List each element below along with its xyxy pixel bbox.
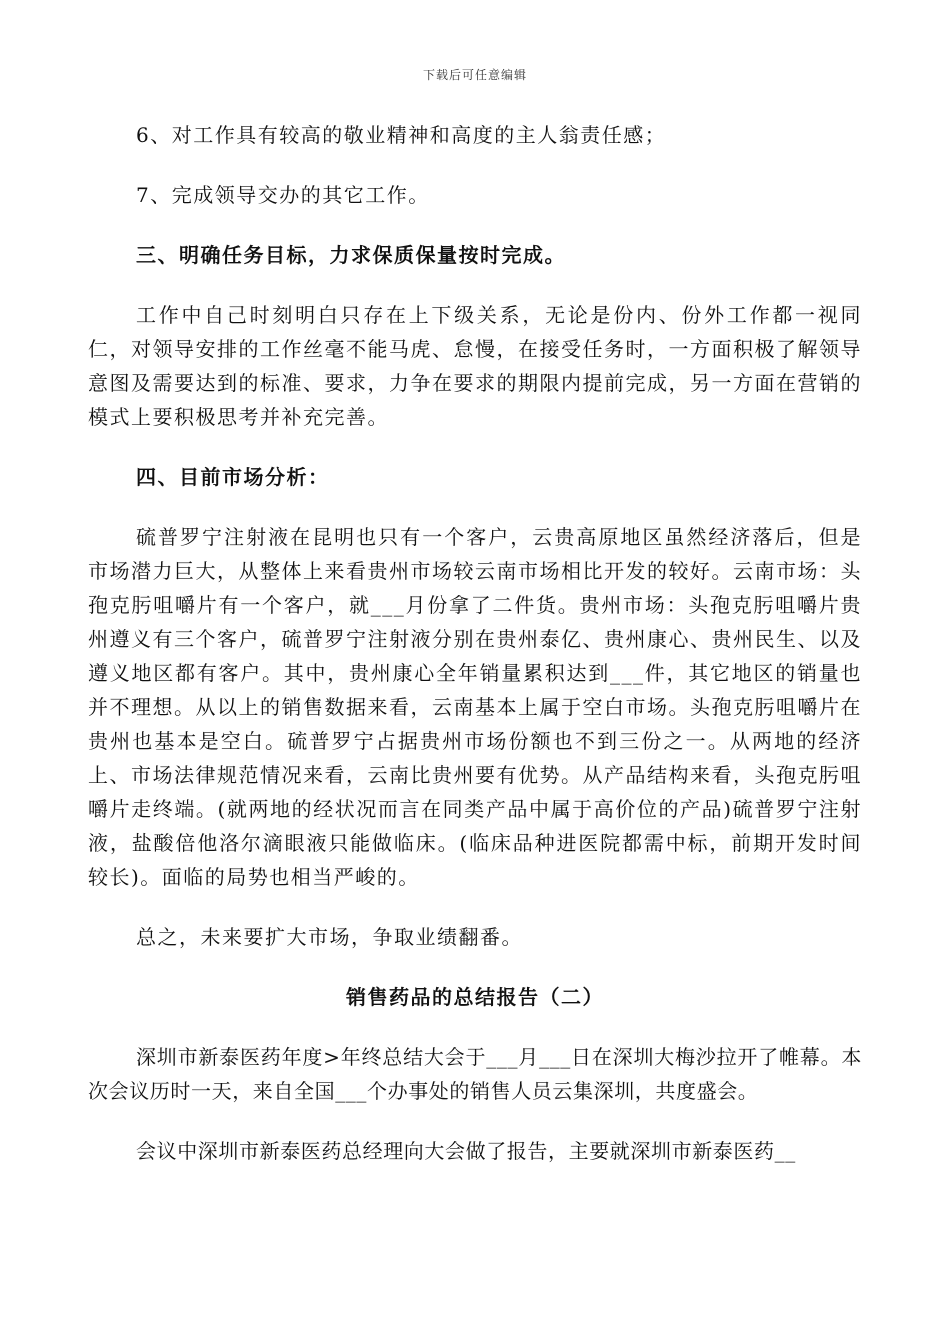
- paragraph-market-analysis: 硫普罗宁注射液在昆明也只有一个客户，云贵高原地区虽然经济落后，但是市场潜力巨大，从整体上来看贵州市场较云南市场相比开发的较好。云南市场：头孢克肟咀嚼片有一个客户，就___月份拿了二件货。贵州市场：头孢克肟咀嚼片贵州遵义有三个客户，硫普罗宁注射液分别在贵州泰亿、贵州康心、贵州民生、以及遵义地区都有客户。其中，贵州康心全年销量累积达到___件，其它地区的销量也并不理想。从以上的销售数据来看，云南基本上属于空白市场。头孢克肟咀嚼片在贵州也基本是空白。硫普罗宁占据贵州市场份额也不到三份之一。从两地的经济上、市场法律规范情况来看，云南比贵州要有优势。从产品结构来看，头孢克肟咀嚼片走终端。(就两地的经状况而言在同类产品中属于高价位的产品)硫普罗宁注射液，盐酸倍他洛尔滴眼液只能做临床。(临床品种进医院都需中标，前期开发时间较长)。面临的局势也相当严峻的。: [88, 525, 862, 889]
- paragraph-summary: 总之，未来要扩大市场，争取业绩翻番。: [136, 925, 523, 949]
- section-heading-3: 三、明确任务目标，力求保质保量按时完成。: [136, 243, 566, 267]
- header-note: 下载后可任意编辑: [422, 68, 527, 82]
- report-title: 销售药品的总结报告（二）: [346, 985, 604, 1009]
- list-item-7: 7、完成领导交办的其它工作。: [136, 183, 430, 207]
- paragraph-meeting: 深圳市新泰医药年度>年终总结大会于___月___日在深圳大梅沙拉开了帷幕。本次会议历时一天，来自全国___个办事处的销售人员云集深圳，共度盛会。: [88, 1045, 862, 1103]
- paragraph-report: 会议中深圳市新泰医药总经理向大会做了报告，主要就深圳市新泰医药__: [136, 1139, 796, 1163]
- document-body: [88, 118, 862, 1194]
- section-heading-4: 四、目前市场分析：: [136, 465, 330, 489]
- paragraph-work-attitude: 工作中自己时刻明白只存在上下级关系，无论是份内、份外工作都一视同仁，对领导安排的工作丝毫不能马虎、怠慢，在接受任务时，一方面积极了解领导意图及需要达到的标准、要求，力争在要求的期限内提前完成，另一方面在营销的模式上要积极思考并补充完善。: [88, 303, 862, 429]
- list-item-6: 6、对工作具有较高的敬业精神和高度的主人翁责任感；: [136, 123, 667, 147]
